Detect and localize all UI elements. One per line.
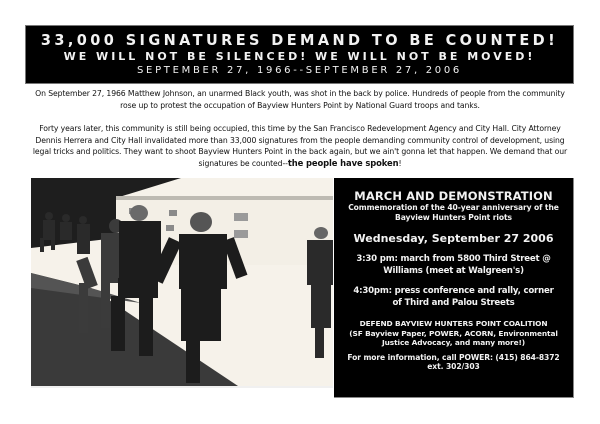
coalition-members-line1: (SF Bayview Paper, POWER, ACORN, Environmental <box>349 328 558 338</box>
event-info-box <box>334 178 574 398</box>
event-date: Wednesday, September 27 2006 <box>353 232 554 245</box>
intro-paragraph: On September 27, 1966 Matthew Johnson, an unarmed Black youth, was shot in the back by police. Hundreds of people from the community rose up to protest the occupation of Bayview Hunters Point by National Guard troops and tanks. <box>35 89 565 110</box>
second-paragraph-end: ! <box>398 158 402 168</box>
event-rally-line1: 4:30pm: press conference and rally, corner <box>353 286 554 296</box>
event-march <box>334 254 573 277</box>
second-paragraph <box>28 123 572 169</box>
headline-banner <box>25 25 574 84</box>
contact-line1: For more information, call POWER: (415) 864-8372 <box>347 352 560 362</box>
date-range: SEPTEMBER 27, 1966--SEPTEMBER 27, 2006 <box>137 65 462 76</box>
second-paragraph-text: Forty years later, this community is still being occupied, this time by the San Francisco Redevelopment Agency and City Hall. City Attorney Dennis Herrera and City Hall invalidated more than 33,000 signatures from the people demanding community control of development, using legal tricks and politics. They want to shoot Bayview Hunters Point in the back again, but we ain't gonna let that happen. We demand that our signatures be counted-- <box>32 124 568 168</box>
emphasis-text: the people have spoken <box>287 157 399 168</box>
historical-photo <box>31 178 333 388</box>
contact-line2: ext. 302/303 <box>427 362 480 371</box>
coalition-name: DEFEND BAYVIEW HUNTERS POINT COALITION <box>359 319 548 328</box>
police-running-photo-icon <box>31 178 333 388</box>
event-rally <box>334 286 573 309</box>
event-subtitle-line2: Bayview Hunters Point riots <box>395 213 512 222</box>
event-subtitle-line1: Commemoration of the 40-year anniversary of the <box>348 203 559 212</box>
event-title: MARCH AND DEMONSTRATION <box>354 189 553 203</box>
subheadline: WE WILL NOT BE SILENCED! WE WILL NOT BE MOVED! <box>63 50 536 63</box>
event-rally-line2: of Third and Palou Streets <box>392 297 515 308</box>
event-march-line1: 3:30 pm: march from 5800 Third Street @ <box>356 254 551 264</box>
coalition-members-line2: Justice Advocacy, and many more!) <box>381 338 526 347</box>
event-march-line2: Williams (meet at Walgreen's) <box>383 265 524 276</box>
headline: 33,000 SIGNATURES DEMAND TO BE COUNTED! <box>40 32 559 50</box>
